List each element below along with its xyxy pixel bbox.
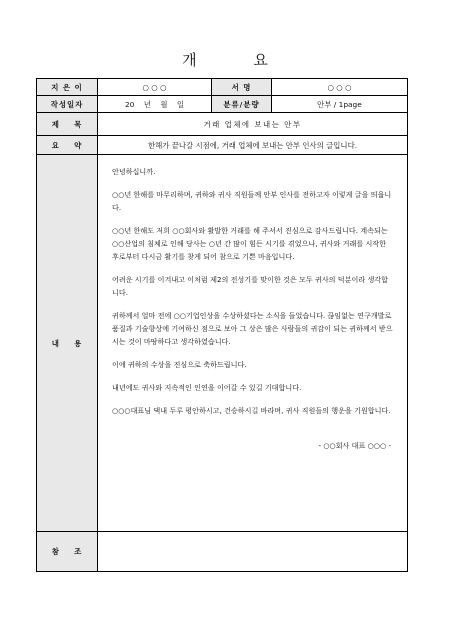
content-paragraph: 내년에도 귀사와 지속적인 인연을 이어갈 수 있길 기대합니다. <box>112 383 302 392</box>
content-paragraph: ○○년 한해를 마무리하며, 귀하와 귀사 직원들께 안부 인사를 전하고자 이렇게 글을 띄웁니다. <box>112 190 392 212</box>
author-value: ○ ○ ○ <box>98 79 212 96</box>
author-label: 지 은 이 <box>37 79 98 96</box>
document-form-table <box>36 78 408 572</box>
subject-value: 거래 업체에 보내는 안부 <box>98 113 408 136</box>
subject-label: 제 목 <box>37 113 98 136</box>
row-content <box>37 155 408 532</box>
signature-label: 서 명 <box>212 79 272 96</box>
content-paragraph: 귀하께서 얼마 전에 ○○기업인상을 수상하셨다는 소식을 들었습니다. 끊임없는 연구개발로 품질과 기술향상에 기여하신 점으로 보아 그 상은 많은 사람들의 귀감이 되는 귀하께서 받으시는 것이 마땅하다고 생각하였습니다. <box>112 311 393 346</box>
reference-value <box>98 532 408 572</box>
content-paragraph: 어려운 시기를 이겨내고 이처럼 제2의 전성기를 맞이한 것은 모두 귀사의 덕분이라 생각합니다. <box>112 275 389 297</box>
content-paragraph: 이에 귀하의 수상을 진심으로 축하드립니다. <box>112 360 247 369</box>
date-label: 작성일자 <box>37 96 98 113</box>
summary-value: 한해가 끝나갈 시점에, 거래 업체에 보내는 안부 인사의 글입니다. <box>98 136 408 155</box>
category-label: 분류/분량 <box>212 96 272 113</box>
category-value: 안부 / 1page <box>272 96 408 113</box>
signature-value: ○ ○ ○ <box>272 79 408 96</box>
content-body <box>98 155 408 532</box>
row-subject <box>37 113 408 136</box>
date-value: 20 년 월 일 <box>98 96 212 113</box>
content-signature: - ○○회사 대표 ○○○ - <box>318 441 391 450</box>
content-label: 내 용 <box>37 155 98 532</box>
document-title: 개 요 <box>182 51 294 69</box>
row-author <box>37 79 408 96</box>
content-paragraph: 안녕하십니까. <box>112 167 156 176</box>
row-reference <box>37 532 408 572</box>
content-paragraph: ○○○대표님 댁내 두루 평안하시고, 건승하시길 바라며, 귀사 직원들의 행운을 기원합니다. <box>112 406 391 415</box>
summary-label: 요 약 <box>37 136 98 155</box>
reference-label: 참 조 <box>37 532 98 572</box>
content-paragraph: ○○년 한해도 저희 ○○회사와 활발한 거래를 해 주셔서 진심으로 감사드립니다. 계속되는 ○○산업의 침체로 인해 당사는 ○년 간 많이 힘든 시기를 겪었으나, 귀사와 거래를 시작한 후로부터 다시금 활기를 찾게 되어 참으로 기쁜 마음입니다. <box>112 226 388 261</box>
row-summary <box>37 136 408 155</box>
row-date <box>37 96 408 113</box>
